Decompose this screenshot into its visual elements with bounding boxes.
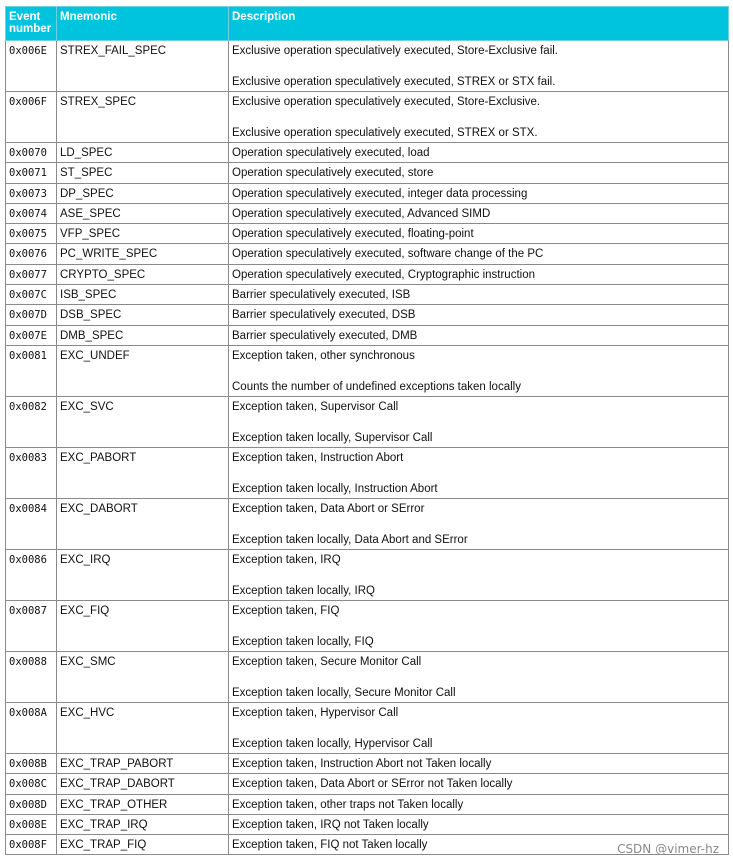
description-detail-line: Counts the number of undefined exceptions taken locally xyxy=(232,380,521,393)
description-cell xyxy=(229,224,729,244)
description-line: Exclusive operation speculatively executed, Store-Exclusive. xyxy=(232,96,541,108)
description-line: Barrier speculatively executed, ISB xyxy=(232,289,411,302)
description-cell xyxy=(229,447,729,498)
description-line: Exception taken, FIQ not Taken locally xyxy=(232,839,428,852)
description-cell xyxy=(229,600,729,651)
table-row xyxy=(6,396,729,447)
description-cell xyxy=(229,92,729,143)
description-line: Operation speculatively executed, Cryptographic instruction xyxy=(232,268,535,281)
table-row xyxy=(6,264,729,284)
table-row xyxy=(6,814,729,834)
mnemonic-cell: PC_WRITE_SPEC xyxy=(57,244,229,264)
description-cell xyxy=(229,396,729,447)
event-number-cell: 0x0077 xyxy=(6,264,57,284)
event-number-cell: 0x008F xyxy=(6,835,57,855)
description-line: Exception taken, other traps not Taken locally xyxy=(232,798,464,811)
description-cell xyxy=(229,325,729,345)
description-cell xyxy=(229,183,729,203)
event-number-cell: 0x0082 xyxy=(6,396,57,447)
event-number-cell: 0x008B xyxy=(6,753,57,773)
mnemonic-cell: EXC_TRAP_PABORT xyxy=(57,753,229,773)
description-line: Exception taken, other synchronous xyxy=(232,349,415,362)
description-cell xyxy=(229,163,729,183)
table-row xyxy=(6,549,729,600)
description-detail-line: Exclusive operation speculatively executed, STREX or STX. xyxy=(232,127,538,139)
event-number-cell: 0x007E xyxy=(6,325,57,345)
event-number-cell: 0x006F xyxy=(6,92,57,143)
table-row xyxy=(6,600,729,651)
description-detail-line: Exception taken locally, Hypervisor Call xyxy=(232,737,433,750)
mnemonic-cell: EXC_SMC xyxy=(57,651,229,702)
description-cell xyxy=(229,41,729,92)
description-detail-line: Exception taken locally, Data Abort and SError xyxy=(232,533,468,546)
mnemonic-cell: EXC_FIQ xyxy=(57,600,229,651)
table-row xyxy=(6,92,729,143)
mnemonic-cell: EXC_IRQ xyxy=(57,549,229,600)
event-number-cell: 0x007D xyxy=(6,305,57,325)
description-cell xyxy=(229,345,729,396)
mnemonic-cell: EXC_HVC xyxy=(57,702,229,753)
description-cell xyxy=(229,264,729,284)
table-row xyxy=(6,447,729,498)
mnemonic-cell: ISB_SPEC xyxy=(57,285,229,305)
event-number-cell: 0x0073 xyxy=(6,183,57,203)
table-row xyxy=(6,163,729,183)
mnemonic-cell: ASE_SPEC xyxy=(57,203,229,223)
description-line: Exception taken, Data Abort or SError xyxy=(232,502,425,515)
description-cell xyxy=(229,305,729,325)
description-cell xyxy=(229,244,729,264)
description-detail-line: Exception taken locally, FIQ xyxy=(232,635,374,648)
header-event-number: Event number xyxy=(6,7,57,41)
mnemonic-cell: LD_SPEC xyxy=(57,143,229,163)
mnemonic-cell: EXC_TRAP_IRQ xyxy=(57,814,229,834)
event-number-cell: 0x008A xyxy=(6,702,57,753)
description-cell xyxy=(229,549,729,600)
description-detail-line: Exception taken locally, Instruction Abort xyxy=(232,482,438,495)
event-number-cell: 0x006E xyxy=(6,41,57,92)
mnemonic-cell: STREX_FAIL_SPEC xyxy=(57,41,229,92)
description-line: Exception taken, Secure Monitor Call xyxy=(232,655,422,668)
description-line: Exclusive operation speculatively executed, Store-Exclusive fail. xyxy=(232,45,558,57)
table-row xyxy=(6,702,729,753)
description-cell xyxy=(229,702,729,753)
pmu-event-table xyxy=(5,6,729,855)
event-number-cell: 0x0071 xyxy=(6,163,57,183)
watermark: CSDN @vimer-hz xyxy=(617,842,719,856)
mnemonic-cell: EXC_TRAP_DABORT xyxy=(57,774,229,794)
event-number-cell: 0x0074 xyxy=(6,203,57,223)
mnemonic-cell: DP_SPEC xyxy=(57,183,229,203)
description-cell xyxy=(229,203,729,223)
table-row xyxy=(6,794,729,814)
description-detail-line: Exception taken locally, Secure Monitor Call xyxy=(232,686,456,699)
mnemonic-cell: EXC_TRAP_OTHER xyxy=(57,794,229,814)
mnemonic-cell: DSB_SPEC xyxy=(57,305,229,325)
mnemonic-cell: EXC_PABORT xyxy=(57,447,229,498)
mnemonic-cell: CRYPTO_SPEC xyxy=(57,264,229,284)
header-mnemonic: Mnemonic xyxy=(57,7,229,41)
description-line: Operation speculatively executed, store xyxy=(232,167,434,180)
table-row xyxy=(6,498,729,549)
description-line: Exception taken, Data Abort or SError not Taken locally xyxy=(232,778,513,791)
description-line: Exception taken, Supervisor Call xyxy=(232,400,399,413)
event-number-cell: 0x0076 xyxy=(6,244,57,264)
description-line: Operation speculatively executed, integer data processing xyxy=(232,187,528,200)
mnemonic-cell: DMB_SPEC xyxy=(57,325,229,345)
event-number-cell: 0x007C xyxy=(6,285,57,305)
table-row xyxy=(6,345,729,396)
table-row xyxy=(6,285,729,305)
table-row xyxy=(6,41,729,92)
description-line: Operation speculatively executed, software change of the PC xyxy=(232,248,544,261)
event-number-cell: 0x0081 xyxy=(6,345,57,396)
description-line: Exception taken, FIQ xyxy=(232,604,340,617)
table-row xyxy=(6,753,729,773)
description-line: Exception taken, Hypervisor Call xyxy=(232,706,399,719)
mnemonic-cell: EXC_TRAP_FIQ xyxy=(57,835,229,855)
description-line: Exception taken, Instruction Abort xyxy=(232,451,404,464)
event-number-cell: 0x008C xyxy=(6,774,57,794)
description-line: Barrier speculatively executed, DSB xyxy=(232,309,416,322)
table-row xyxy=(6,305,729,325)
description-detail-line: Exception taken locally, IRQ xyxy=(232,584,375,597)
header-description: Description xyxy=(229,7,729,41)
event-number-cell: 0x0083 xyxy=(6,447,57,498)
mnemonic-cell: STREX_SPEC xyxy=(57,92,229,143)
table-row xyxy=(6,774,729,794)
description-line: Exception taken, IRQ not Taken locally xyxy=(232,818,429,831)
description-cell xyxy=(229,753,729,773)
table-row xyxy=(6,183,729,203)
event-number-cell: 0x0070 xyxy=(6,143,57,163)
mnemonic-cell: ST_SPEC xyxy=(57,163,229,183)
table-row xyxy=(6,203,729,223)
table-row xyxy=(6,224,729,244)
description-cell xyxy=(229,814,729,834)
table-header-row xyxy=(6,7,729,41)
event-number-cell: 0x0086 xyxy=(6,549,57,600)
description-cell xyxy=(229,498,729,549)
table-body xyxy=(6,41,729,855)
event-number-cell: 0x0087 xyxy=(6,600,57,651)
description-detail-line: Exclusive operation speculatively executed, STREX or STX fail. xyxy=(232,76,556,88)
event-number-cell: 0x0075 xyxy=(6,224,57,244)
mnemonic-cell: VFP_SPEC xyxy=(57,224,229,244)
mnemonic-cell: EXC_SVC xyxy=(57,396,229,447)
description-line: Operation speculatively executed, Advanced SIMD xyxy=(232,207,491,220)
event-number-cell: 0x008E xyxy=(6,814,57,834)
table-row xyxy=(6,143,729,163)
table-row xyxy=(6,651,729,702)
description-line: Exception taken, IRQ xyxy=(232,553,341,566)
description-line: Barrier speculatively executed, DMB xyxy=(232,329,418,342)
table-row xyxy=(6,244,729,264)
event-number-cell: 0x008D xyxy=(6,794,57,814)
event-number-cell: 0x0088 xyxy=(6,651,57,702)
description-detail-line: Exception taken locally, Supervisor Call xyxy=(232,431,433,444)
mnemonic-cell: EXC_DABORT xyxy=(57,498,229,549)
description-line: Operation speculatively executed, floating-point xyxy=(232,228,474,241)
description-line: Exception taken, Instruction Abort not Taken locally xyxy=(232,757,492,770)
description-cell xyxy=(229,285,729,305)
event-number-cell: 0x0084 xyxy=(6,498,57,549)
description-cell xyxy=(229,651,729,702)
description-cell xyxy=(229,774,729,794)
description-cell xyxy=(229,143,729,163)
description-cell xyxy=(229,794,729,814)
description-line: Operation speculatively executed, load xyxy=(232,147,430,159)
mnemonic-cell: EXC_UNDEF xyxy=(57,345,229,396)
table-row xyxy=(6,325,729,345)
